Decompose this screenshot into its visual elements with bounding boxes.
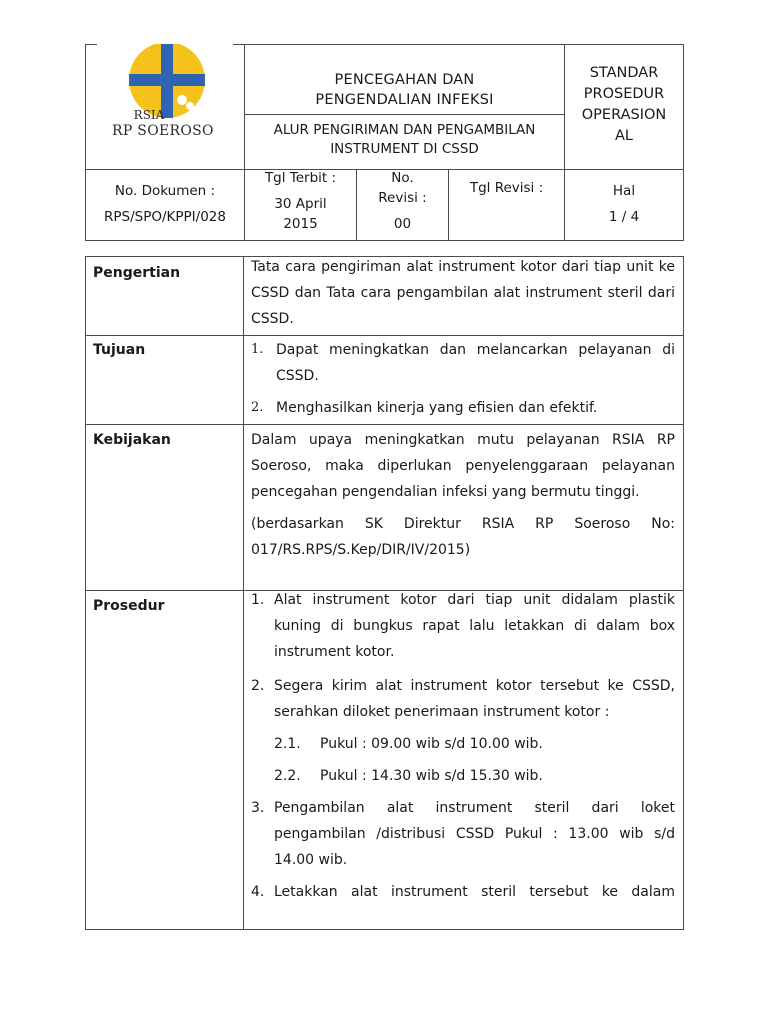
tujuan-list: [251, 337, 675, 421]
prosedur-subitem-number: 2.2.: [274, 768, 301, 784]
logo-name: RSIA: [133, 108, 165, 122]
prosedur-item-number: 1.: [251, 592, 265, 608]
prosedur-item-text: Pengambilan alat instrument steril dari loket pengambilan /distribusi CSSD Pukul : 13.00 wib s/d 14.00 wib.: [274, 800, 675, 868]
kebijakan-text: [251, 427, 675, 563]
no-dokumen-label: No. Dokumen :: [114, 183, 216, 199]
hal-label: Hal: [612, 183, 636, 199]
doc-subtitle: [245, 121, 564, 159]
kebijakan-label: Kebijakan: [93, 432, 171, 448]
doc-title: [245, 70, 564, 110]
doc-subtitle-line2: INSTRUMENT DI CSSD: [330, 141, 479, 157]
tujuan-item-text: Menghasilkan kinerja yang efisien dan efektif.: [276, 400, 598, 416]
tujuan-item-number: 1.: [251, 342, 264, 357]
pengertian-paragraph: Tata cara pengiriman alat instrument kotor dari tiap unit ke CSSD dan Tata cara pengambilan alat instrument steril dari CSSD.: [251, 259, 675, 327]
tgl-terbit-label: Tgl Terbit :: [264, 170, 337, 186]
tgl-revisi-cell: [449, 178, 564, 198]
tujuan-item: [251, 337, 675, 389]
doc-type-line4: AL: [615, 128, 633, 144]
prosedur-item: [251, 673, 675, 725]
tgl-terbit-cell: [245, 168, 356, 234]
prosedur-subitem-number: 2.1.: [274, 736, 301, 752]
no-revisi-label-line1: No.: [391, 170, 414, 186]
prosedur-item-text: Segera kirim alat instrument kotor tersebut ke CSSD, serahkan diloket penerimaan instrument kotor :: [274, 678, 675, 720]
doc-type-line2: PROSEDUR: [583, 86, 665, 102]
prosedur-subitem: [251, 731, 675, 757]
doc-title-line1: PENCEGAHAN DAN: [334, 72, 475, 88]
prosedur-item-number: 4.: [251, 884, 265, 900]
tgl-terbit-value-line1: 30 April: [274, 196, 327, 212]
prosedur-item: [251, 587, 675, 665]
prosedur-item: [251, 795, 675, 873]
tujuan-label: Tujuan: [93, 342, 146, 358]
tujuan-item-text: Dapat meningkatkan dan melancarkan pelayanan di CSSD.: [276, 342, 675, 384]
kebijakan-reference: (berdasarkan SK Direktur RSIA RP Soeroso No: 017/RS.RPS/S.Kep/DIR/IV/2015): [251, 516, 675, 558]
prosedur-item-number: 2.: [251, 678, 265, 694]
doc-type-line1: STANDAR: [589, 65, 659, 81]
prosedur-subitem-text: Pukul : 14.30 wib s/d 15.30 wib.: [320, 768, 543, 784]
hal-value: 1 / 4: [608, 209, 640, 225]
kebijakan-paragraph: Dalam upaya meningkatkan mutu pelayanan RSIA RP Soeroso, maka diperlukan penyelenggaraan pelayanan pencegahan pengendalian infeksi yang bermutu tinggi.: [251, 432, 675, 500]
prosedur-subitem: [251, 763, 675, 789]
tujuan-item-number: 2.: [251, 400, 264, 415]
prosedur-item-text: Letakkan alat instrument steril tersebut ke dalam: [274, 884, 675, 900]
no-dokumen-cell: [86, 178, 244, 230]
prosedur-item-text: Alat instrument kotor dari tiap unit didalam plastik kuning di bungkus rapat lalu letakkan di dalam box instrument kotor.: [274, 592, 675, 660]
no-revisi-label-line2: Revisi :: [378, 190, 427, 206]
tgl-revisi-label: Tgl Revisi :: [469, 180, 544, 196]
prosedur-label: Prosedur: [93, 598, 165, 614]
hal-cell: [565, 178, 683, 230]
doc-type-line3: OPERASION: [581, 107, 667, 123]
prosedur-item: [251, 879, 675, 905]
prosedur-list: [251, 587, 675, 905]
no-dokumen-value: RPS/SPO/KPPI/028: [104, 209, 226, 225]
logo-subname: RP SOEROSO: [112, 123, 214, 139]
prosedur-subitem-text: Pukul : 09.00 wib s/d 10.00 wib.: [320, 736, 543, 752]
no-revisi-cell: [357, 168, 448, 234]
doc-subtitle-line1: ALUR PENGIRIMAN DAN PENGAMBILAN: [273, 122, 536, 138]
pengertian-text: [251, 254, 675, 332]
doc-type: [565, 63, 683, 147]
doc-title-line2: PENGENDALIAN INFEKSI: [315, 92, 494, 108]
tgl-terbit-value-line2: 2015: [283, 216, 318, 232]
no-revisi-value: 00: [393, 216, 412, 232]
tujuan-item: [251, 395, 675, 421]
prosedur-item-number: 3.: [251, 800, 265, 816]
pengertian-label: Pengertian: [93, 265, 181, 281]
